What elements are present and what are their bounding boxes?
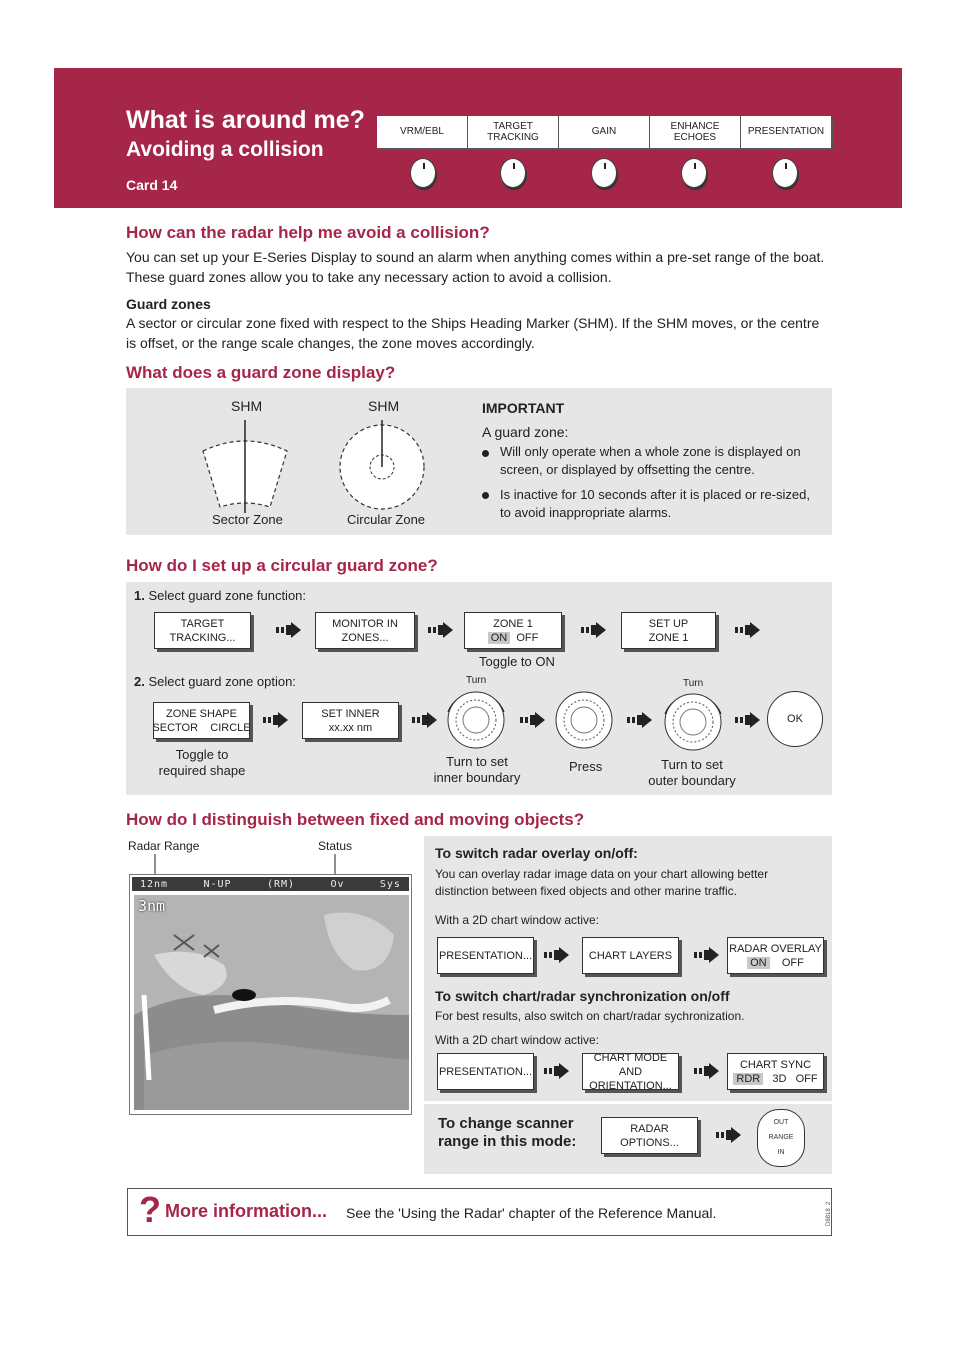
overlay-on: ON [747, 957, 770, 969]
monitor-in-zones-button[interactable] [315, 612, 415, 649]
softkey-knob-5[interactable] [772, 158, 798, 188]
important-intro: A guard zone: [482, 424, 569, 440]
softkey-vrm-ebl[interactable]: VRM/EBL [377, 116, 468, 148]
toggle-shape-caption: Toggle to required shape [158, 747, 246, 778]
range-in-label: IN [777, 1149, 785, 1156]
presentation-button-2[interactable]: PRESENTATION... [437, 1053, 534, 1090]
arrow-icon [276, 622, 302, 638]
circular-zone-diagram [338, 415, 428, 515]
overlay-line1: RADAR OVERLAY [729, 942, 822, 955]
arrow-icon [716, 1127, 742, 1143]
step-2 [134, 672, 296, 692]
shm-label-circular: SHM [368, 398, 400, 414]
sync-rdr: RDR [733, 1073, 763, 1085]
softkey-gain[interactable]: GAIN [559, 116, 650, 148]
sync-3d: 3D [772, 1072, 787, 1085]
section-heading-setup: How do I set up a circular guard zone? [126, 556, 438, 575]
sync-heading: To switch chart/radar synchronization on/off [435, 988, 730, 1004]
arrow-icon [520, 712, 546, 728]
range-out-label: OUT [773, 1119, 789, 1126]
zone1-on: ON [488, 632, 511, 644]
range-label: RANGE [768, 1134, 794, 1141]
range-rocker-key[interactable] [757, 1109, 805, 1167]
more-info-title: More information... [165, 1201, 327, 1221]
softkey-presentation[interactable]: PRESENTATION [747, 126, 825, 138]
sector-zone-label: Sector Zone [212, 512, 283, 527]
setup-line1: SET UP [648, 617, 689, 630]
important-bullet-1: Will only operate when a whole zone is displayed on screen, or displayed by offsetting the centre. [500, 444, 801, 477]
zone1-off: OFF [516, 631, 539, 644]
arrow-icon [694, 1063, 720, 1079]
radar-overlay-toggle-button[interactable] [727, 937, 824, 974]
presentation-button[interactable]: PRESENTATION... [437, 937, 534, 974]
shm-label-sector: SHM [231, 398, 263, 414]
step-2-number: 2. [134, 674, 145, 689]
target-tracking-line1: TARGET [180, 617, 225, 630]
overlay-off: OFF [781, 956, 804, 969]
arrow-icon [263, 712, 289, 728]
chart-mode-orientation-button[interactable] [582, 1053, 679, 1090]
more-info-text: See the 'Using the Radar' chapter of the Reference Manual. [346, 1205, 717, 1221]
arrow-icon [735, 622, 761, 638]
radar-options-button[interactable] [601, 1117, 698, 1154]
turn-outer-caption: Turn to set outer boundary [648, 757, 736, 788]
turn-inner-caption: Turn to set inner boundary [433, 754, 521, 785]
bullet-dot-2 [482, 492, 489, 499]
softkey-target-tracking[interactable]: TARGET TRACKING [468, 116, 559, 148]
radar-options-line1: RADAR [630, 1122, 669, 1135]
radar-chart-map [134, 895, 409, 1110]
monitor-line2: ZONES... [341, 631, 389, 644]
zone-shape-button[interactable] [153, 702, 250, 739]
radar-status-bar [132, 877, 409, 891]
sector-zone-diagram [195, 415, 295, 515]
arrow-icon [627, 712, 653, 728]
guard-zones-paragraph: A sector or circular zone fixed with respect to the Ships Heading Marker (SHM). If the SHM moves, or the centre is offset, or the range scale changes, the zone moves accordingly. [126, 315, 820, 351]
arrow-icon [735, 712, 761, 728]
inner-line1: SET INNER [321, 707, 380, 720]
sync-off: OFF [795, 1072, 818, 1085]
status-label: Status [318, 839, 353, 853]
sync-line1: CHART SYNC [739, 1058, 812, 1071]
card-number: Card 14 [126, 177, 178, 193]
turn-label-2: Turn [683, 678, 704, 689]
overlay-with-text: With a 2D chart window active: [435, 913, 600, 927]
target-tracking-line2: TRACKING... [169, 631, 236, 644]
scanner-heading: To change scanner range in this mode: [438, 1115, 577, 1150]
section-heading-collision: How can the radar help me avoid a collision? [126, 223, 490, 242]
sync-text: For best results, also switch on chart/radar sychronization. [435, 1009, 745, 1023]
chart-layers-button[interactable]: CHART LAYERS [582, 937, 679, 974]
section-heading-fixed-moving: How do I distinguish between fixed and moving objects? [126, 810, 585, 829]
important-heading: IMPORTANT [482, 400, 565, 416]
mode-line1: CHART MODE AND [593, 1051, 668, 1078]
rotary-knob-inner-icon[interactable] [440, 682, 512, 754]
sync-options [733, 1072, 817, 1086]
radar-scale-label: 3nm [138, 897, 166, 915]
arrow-icon [581, 622, 607, 638]
softkey-knob-2[interactable] [500, 158, 526, 188]
guard-zones-heading: Guard zones [126, 296, 211, 312]
set-inner-button[interactable] [302, 702, 399, 739]
toggle-on-caption: Toggle to ON [479, 654, 555, 669]
step-1-text: Select guard zone function: [148, 588, 307, 603]
arrow-icon [544, 1063, 570, 1079]
section-heading-display: What does a guard zone display? [126, 363, 396, 382]
overlay-text: You can overlay radar image data on your chart allowing better distinction between fixed objects and other marine traffic. [435, 867, 769, 898]
shape-line2: SECTOR CIRCLE [152, 721, 251, 734]
arrow-icon [412, 712, 438, 728]
step-1-number: 1. [134, 588, 145, 603]
overlay-options [747, 956, 804, 970]
radar-options-line2: OPTIONS... [620, 1136, 679, 1149]
step-2-text: Select guard zone option: [148, 674, 296, 689]
monitor-line1: MONITOR IN [332, 617, 398, 630]
shape-line1: ZONE SHAPE [166, 707, 237, 720]
mode-line2: ORIENTATION... [589, 1079, 672, 1092]
softkey-knob-4[interactable] [681, 158, 707, 188]
zone1-line1: ZONE 1 [493, 617, 533, 630]
radar-range-label: Radar Range [128, 839, 200, 853]
document-code: D8818_2 [826, 1201, 832, 1226]
bullet-dot-1 [482, 450, 489, 457]
page-subtitle: Avoiding a collision [126, 138, 324, 161]
ok-button[interactable]: OK [767, 691, 823, 747]
zone1-options [488, 631, 539, 645]
radar-orientation: N-UP [203, 878, 232, 890]
radar-overlay-status: Ov [330, 878, 345, 890]
radar-motion-mode: (RM) [266, 878, 296, 890]
step-1 [134, 586, 306, 606]
sync-with-text: With a 2D chart window active: [435, 1033, 600, 1047]
arrow-icon [544, 947, 570, 963]
softkey-knob-1[interactable] [410, 158, 436, 188]
zone-1-toggle-button[interactable] [464, 612, 562, 649]
softkey-bar [377, 116, 831, 148]
softkey-knob-3[interactable] [591, 158, 617, 188]
turn-label-1: Turn [466, 675, 487, 686]
inner-line2: xx.xx nm [328, 721, 373, 734]
chart-sync-toggle-button[interactable] [727, 1053, 824, 1090]
softkey-enhance-echoes[interactable]: ENHANCE ECHOES [650, 116, 741, 148]
setup-line2: ZONE 1 [648, 631, 689, 644]
collision-paragraph: You can set up your E-Series Display to sound an alarm when anything comes within a pre-set range of the boat. These guard zones allow you to take any necessary action to avoid a collision. [126, 249, 825, 285]
radar-sys-status: Sys [379, 878, 401, 890]
page-title: What is around me? [126, 106, 365, 134]
rotary-knob-outer-icon[interactable] [657, 684, 729, 756]
radar-range-value: 12nm [140, 878, 169, 890]
arrow-icon [694, 947, 720, 963]
overlay-heading: To switch radar overlay on/off: [435, 845, 638, 861]
target-tracking-button[interactable] [154, 612, 251, 649]
question-icon: ? [139, 1189, 161, 1230]
important-bullet-2: Is inactive for 10 seconds after it is placed or re-sized, to avoid inappropriate alarms. [500, 487, 810, 520]
rotary-knob-press-icon[interactable] [554, 690, 614, 750]
set-up-zone-1-button[interactable] [621, 612, 716, 649]
radar-screen-image [129, 874, 412, 1115]
arrow-icon [428, 622, 454, 638]
press-caption: Press [569, 759, 603, 774]
circular-zone-label: Circular Zone [347, 512, 426, 527]
